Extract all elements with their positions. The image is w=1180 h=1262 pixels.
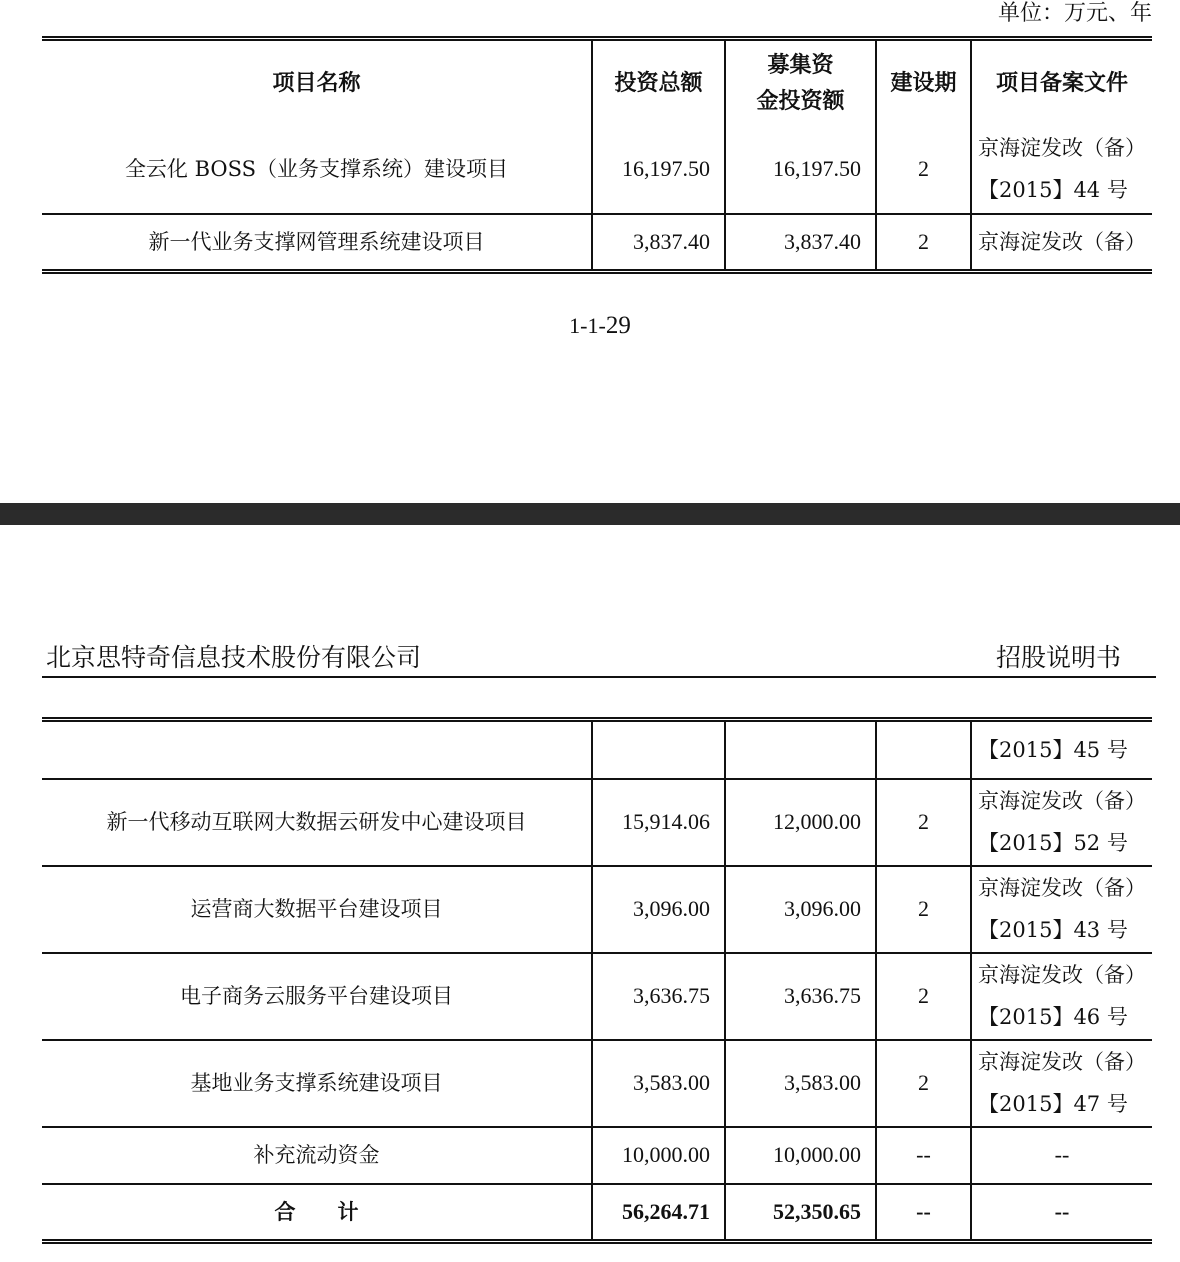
filing-line1: 京海淀发改（备）	[978, 136, 1146, 160]
filing-line1: 京海淀发改（备）	[978, 1050, 1146, 1074]
construction-period: 2	[876, 953, 971, 1040]
header-raised-line1: 募集资	[767, 52, 834, 79]
filing-document	[971, 866, 1152, 953]
filing-line2: 【2015】52 号	[978, 831, 1128, 855]
construction-period-total: --	[876, 1184, 971, 1242]
table-header-row	[42, 39, 1152, 126]
header-raised-funds	[725, 39, 876, 126]
page-separator	[0, 503, 1180, 525]
total-investment: 3,583.00	[592, 1040, 725, 1127]
project-name-empty	[42, 720, 592, 779]
raised-investment: 3,583.00	[725, 1040, 876, 1127]
raised-investment-sum: 52,350.65	[725, 1184, 876, 1242]
filing-document: 【2015】45 号	[971, 720, 1152, 779]
raised-investment: 3,837.40	[725, 214, 876, 272]
filing-document	[971, 779, 1152, 866]
filing-document-total: --	[971, 1184, 1152, 1242]
filing-line1: 京海淀发改（备）	[978, 789, 1146, 813]
header-project-name: 项目名称	[42, 39, 592, 126]
total-investment-sum: 56,264.71	[592, 1184, 725, 1242]
document-type: 招股说明书	[996, 643, 1122, 672]
filing-document	[971, 126, 1152, 214]
project-name: 电子商务云服务平台建设项目	[42, 953, 592, 1040]
total-investment: 3,837.40	[592, 214, 725, 272]
filing-line1: 京海淀发改（备）	[978, 876, 1146, 900]
total-investment: 3,636.75	[592, 953, 725, 1040]
investment-table-bottom	[42, 717, 1152, 1244]
table-row	[42, 720, 1152, 779]
raised-investment: 3,096.00	[725, 866, 876, 953]
project-name: 全云化 BOSS（业务支撑系统）建设项目	[42, 126, 592, 214]
header-construction-period: 建设期	[876, 39, 971, 126]
page-number	[0, 312, 1180, 340]
table-row	[42, 866, 1152, 953]
table-row	[42, 214, 1152, 272]
total-investment: 16,197.50	[592, 126, 725, 214]
project-name: 运营商大数据平台建设项目	[42, 866, 592, 953]
unit-label: 单位：万元、年	[997, 1, 1152, 26]
filing-document: 京海淀发改（备）	[971, 214, 1152, 272]
header-filing-document: 项目备案文件	[971, 39, 1152, 126]
page-number-prefix: 1-1-	[569, 313, 606, 338]
filing-line2: 【2015】43 号	[978, 918, 1128, 942]
filing-line1: 京海淀发改（备）	[978, 963, 1146, 987]
construction-period-empty	[876, 720, 971, 779]
investment-table-top	[42, 36, 1152, 274]
table-row	[42, 126, 1152, 214]
raised-investment: 10,000.00	[725, 1127, 876, 1184]
construction-period: 2	[876, 214, 971, 272]
construction-period: 2	[876, 1040, 971, 1127]
table-row-total	[42, 1184, 1152, 1242]
header-rule	[42, 676, 1156, 678]
header-total-investment: 投资总额	[592, 39, 725, 126]
table-row-working-capital	[42, 1127, 1152, 1184]
construction-period: 2	[876, 866, 971, 953]
header-raised-line2: 金投资额	[756, 88, 845, 115]
project-name: 新一代业务支撑网管理系统建设项目	[42, 214, 592, 272]
filing-line2: 【2015】46 号	[978, 1005, 1128, 1029]
total-investment: 10,000.00	[592, 1127, 725, 1184]
project-name: 新一代移动互联网大数据云研发中心建设项目	[42, 779, 592, 866]
total-investment: 15,914.06	[592, 779, 725, 866]
project-name: 基地业务支撑系统建设项目	[42, 1040, 592, 1127]
total-investment-empty	[592, 720, 725, 779]
raised-investment: 16,197.50	[725, 126, 876, 214]
raised-investment: 12,000.00	[725, 779, 876, 866]
page-number-value: 29	[605, 312, 631, 339]
total-investment: 3,096.00	[592, 866, 725, 953]
filing-document: --	[971, 1127, 1152, 1184]
raised-investment: 3,636.75	[725, 953, 876, 1040]
total-label: 合 计	[42, 1184, 592, 1242]
company-name: 北京思特奇信息技术股份有限公司	[46, 643, 422, 672]
construction-period: 2	[876, 126, 971, 214]
table-row	[42, 953, 1152, 1040]
project-name: 补充流动资金	[42, 1127, 592, 1184]
table-row	[42, 779, 1152, 866]
filing-document	[971, 1040, 1152, 1127]
filing-line2: 【2015】47 号	[978, 1092, 1128, 1116]
construction-period: 2	[876, 779, 971, 866]
construction-period: --	[876, 1127, 971, 1184]
filing-document	[971, 953, 1152, 1040]
table-row	[42, 1040, 1152, 1127]
raised-investment-empty	[725, 720, 876, 779]
filing-line2: 【2015】44 号	[978, 178, 1128, 202]
